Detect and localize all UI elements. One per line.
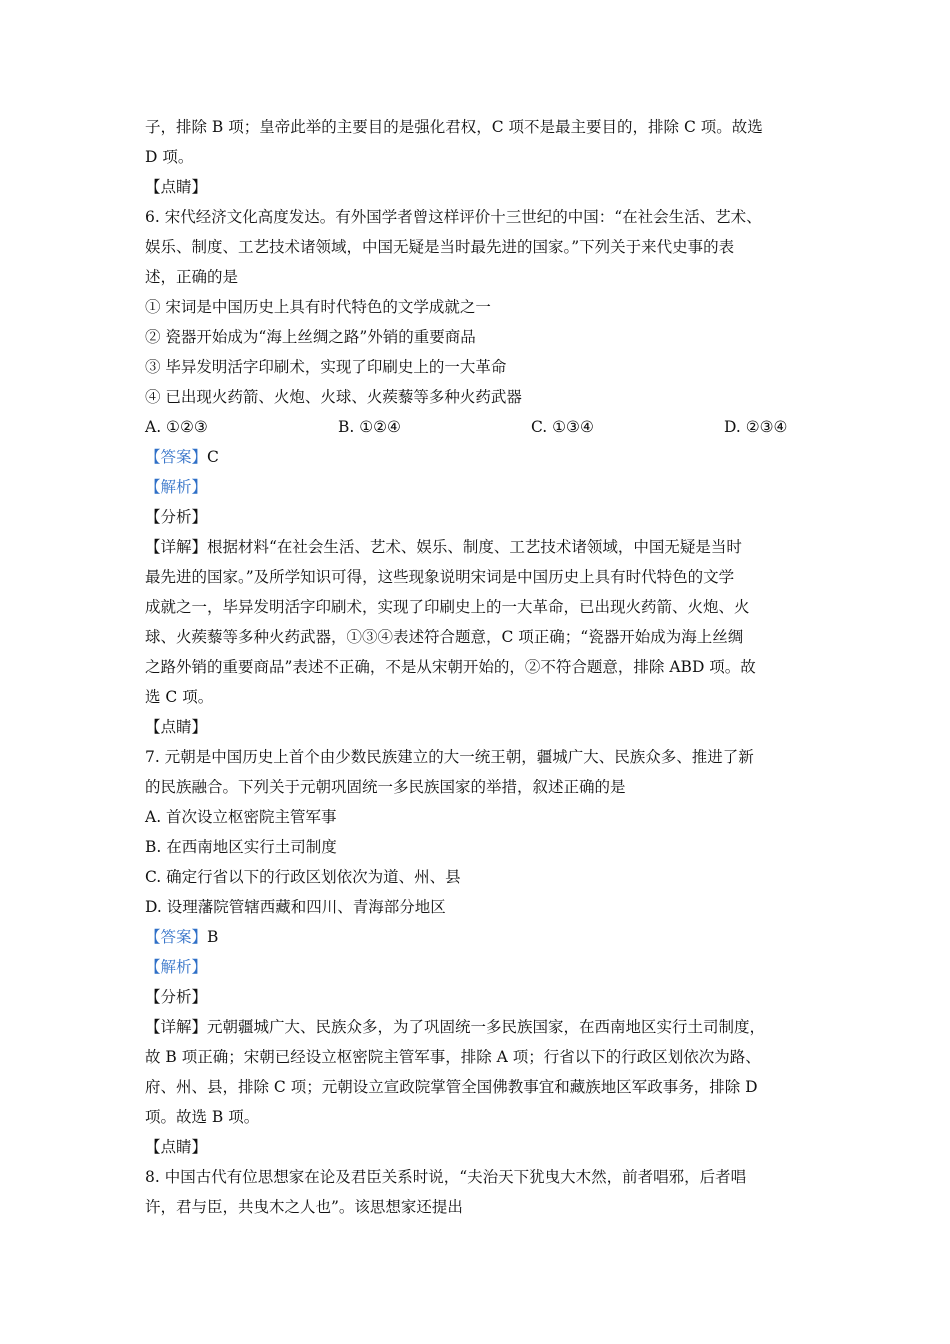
q6-detail-line: 最先进的国家。”及所学知识可得，这些现象说明宋词是中国历史上具有时代特色的文学	[145, 568, 735, 586]
q6-item: ③ 毕异发明活字印刷术，实现了印刷史上的一大革命	[145, 358, 507, 376]
q7-answer-label: 【答案】	[145, 928, 208, 946]
q7-answer	[145, 922, 810, 952]
q6-stem-line: 6. 宋代经济文化高度发达。有外国学者曾这样评价十三世纪的中国：“在社会生活、艺术、	[145, 208, 762, 226]
q6-answer-label: 【答案】	[145, 448, 208, 466]
q6-answer-value: C	[207, 448, 219, 466]
q6-detail-line: 【详解】根据材料“在社会生活、艺术、娱乐、制度、工艺技术诸领域，中国无疑是当时	[145, 538, 742, 556]
q7-detail-line: 【详解】元朝疆城广大、民族众多，为了巩固统一多民族国家，在西南地区实行土司制度，	[145, 1018, 766, 1036]
q7-detail-line: 项。故选 B 项。	[145, 1108, 260, 1126]
q8-stem-line: 8. 中国古代有位思想家在论及君臣关系时说，“夫治天下犹曳大木然，前者唱邪，后者唱	[145, 1168, 747, 1186]
q6-answer	[145, 442, 810, 472]
q6-option-b: B. ①②④	[338, 418, 401, 436]
q6-stem-line: 述，正确的是	[145, 268, 239, 286]
q7-jiexi-heading: 【解析】	[145, 958, 208, 976]
q6-stem-line: 娱乐、制度、工艺技术诸领域，中国无疑是当时最先进的国家。”下列关于来代史事的表	[145, 238, 735, 256]
q6-jiexi-heading: 【解析】	[145, 478, 208, 496]
q6-detail-line: 选 C 项。	[145, 688, 214, 706]
q7-option-a: A. 首次设立枢密院主管军事	[145, 808, 337, 826]
q6-option-c: C. ①③④	[531, 418, 594, 436]
q6-item: ① 宋词是中国历史上具有时代特色的文学成就之一	[145, 298, 491, 316]
q7-option-b: B. 在西南地区实行土司制度	[145, 838, 337, 856]
q6-item: ④ 已出现火药箭、火炮、火球、火蒺藜等多种火药武器	[145, 388, 522, 406]
q6-detail-line: 成就之一，毕异发明活字印刷术，实现了印刷史上的一大革命，已出现火药箭、火炮、火	[145, 598, 750, 616]
q6-detail-line: 之路外销的重要商品”表述不正确，不是从宋朝开始的，②不符合题意，排除 ABD 项。故	[145, 658, 756, 676]
q6-detail-line: 球、火蒺藜等多种火药武器，①③④表述符合题意，C 项正确；“瓷器开始成为海上丝绸	[145, 628, 744, 646]
q7-stem-line: 7. 元朝是中国历史上首个由少数民族建立的大一统王朝，疆城广大、民族众多、推进了新	[145, 748, 754, 766]
q7-detail-line: 府、州、县，排除 C 项；元朝设立宣政院掌管全国佛教事宜和藏族地区军政事务，排除 D	[145, 1078, 758, 1096]
q6-option-a: A. ①②③	[145, 418, 208, 436]
q7-detail-line: 故 B 项正确；宋朝已经设立枢密院主管军事，排除 A 项；行省以下的行政区划依次为路、	[145, 1048, 761, 1066]
q7-stem-line: 的民族融合。下列关于元朝巩固统一多民族国家的举措，叙述正确的是	[145, 778, 626, 796]
q7-fenxi-heading: 【分析】	[145, 988, 208, 1006]
q5-explanation-line: D 项。	[145, 148, 194, 166]
q5-explanation-line: 子，排除 B 项；皇帝此举的主要目的是强化君权，C 项不是最主要目的，排除 C 项。故选	[145, 118, 763, 136]
q7-answer-value: B	[207, 928, 219, 946]
q8-stem-line: 许，君与臣，共曳木之人也”。该思想家还提出	[145, 1198, 463, 1216]
q7-dianjing-heading: 【点睛】	[145, 1138, 208, 1156]
q5-dianjing-heading: 【点睛】	[145, 178, 208, 196]
q6-dianjing-heading: 【点睛】	[145, 718, 208, 736]
q6-fenxi-heading: 【分析】	[145, 508, 208, 526]
document-content	[145, 112, 810, 1222]
q7-option-d: D. 设理藩院管辖西藏和四川、青海部分地区	[145, 898, 446, 916]
q6-item: ② 瓷器开始成为“海上丝绸之路”外销的重要商品	[145, 328, 476, 346]
q6-options-row	[145, 412, 810, 442]
q6-option-d: D. ②③④	[724, 418, 788, 436]
q7-option-c: C. 确定行省以下的行政区划依次为道、州、县	[145, 868, 461, 886]
